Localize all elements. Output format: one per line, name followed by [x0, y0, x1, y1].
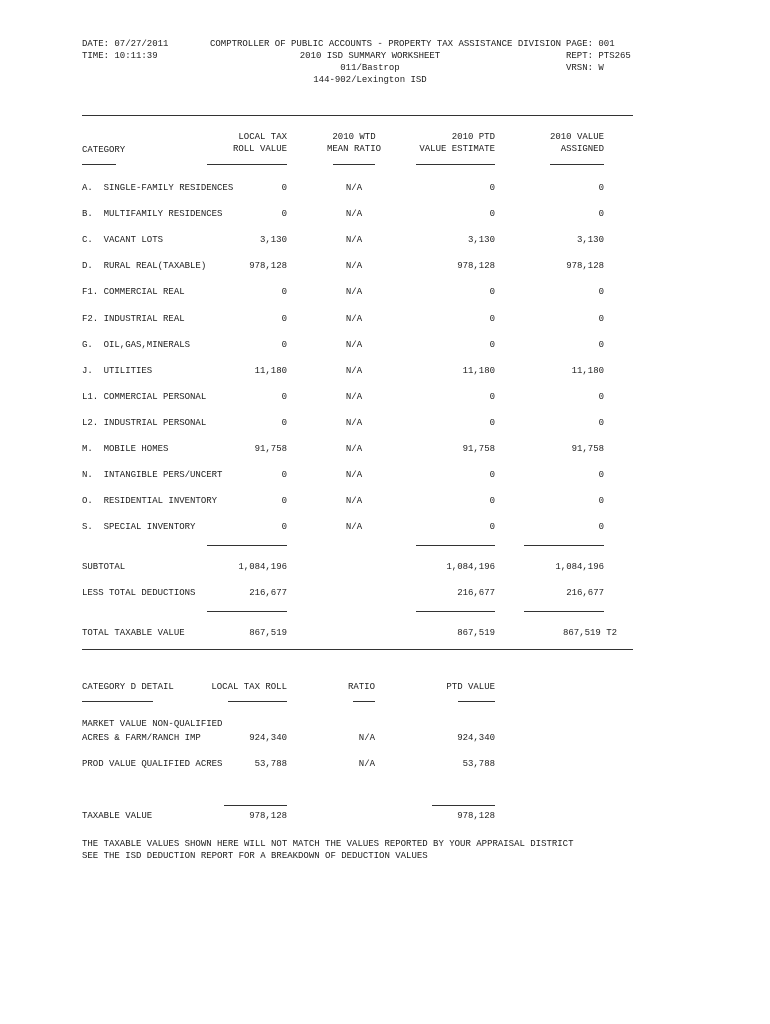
detail-taxable-label: TAXABLE VALUE: [82, 811, 153, 821]
row-ptd-value: 11,180: [462, 366, 495, 376]
report-id: REPT: PTS265: [566, 51, 631, 61]
row-category: G. OIL,GAS,MINERALS: [82, 340, 191, 350]
detail-market-label-2: ACRES & FARM/RANCH IMP: [82, 733, 201, 743]
row-category: L1. COMMERCIAL PERSONAL: [82, 392, 207, 402]
row-category: A. SINGLE-FAMILY RESIDENCES: [82, 183, 234, 193]
detail-market-ptd: 924,340: [457, 733, 495, 743]
detail-prod-ptd: 53,788: [462, 759, 495, 769]
row-ptd-value: 0: [489, 418, 495, 428]
total-rule-ptd: [416, 611, 495, 612]
detail-market-label-1: MARKET VALUE NON-QUALIFIED: [82, 719, 223, 729]
detail-header-category-underline: [82, 701, 153, 702]
header-divider: [82, 115, 633, 116]
total-local: 867,519: [249, 628, 287, 638]
col-val-1: 2010 VALUE: [549, 132, 604, 142]
deductions-ptd: 216,677: [457, 588, 495, 598]
subtotal-assigned: 1,084,196: [555, 562, 604, 572]
row-assigned-value: 0: [598, 340, 604, 350]
row-ptd-value: 0: [489, 209, 495, 219]
detail-market-local: 924,340: [249, 733, 287, 743]
report-title: 2010 ISD SUMMARY WORKSHEET: [299, 51, 441, 61]
row-assigned-value: 0: [598, 522, 604, 532]
col-local-underline: [207, 164, 287, 165]
row-ratio: N/A: [345, 340, 363, 350]
row-ptd-value: 0: [489, 314, 495, 324]
detail-header-ratio: RATIO: [347, 682, 375, 692]
row-local-value: 0: [281, 314, 287, 324]
row-category: D. RURAL REAL(TAXABLE): [82, 261, 207, 271]
row-ratio: N/A: [345, 314, 363, 324]
row-assigned-value: 0: [598, 287, 604, 297]
row-ratio: N/A: [345, 209, 363, 219]
row-local-value: 978,128: [249, 261, 287, 271]
report-district: 144-902/Lexington ISD: [313, 75, 427, 85]
row-assigned-value: 0: [598, 183, 604, 193]
report-version: VRSN: W: [566, 63, 604, 73]
subtotal-label: SUBTOTAL: [82, 562, 126, 572]
row-ratio: N/A: [345, 470, 363, 480]
row-assigned-value: 91,758: [571, 444, 604, 454]
row-assigned-value: 0: [598, 209, 604, 219]
detail-prod-ratio: N/A: [358, 759, 375, 769]
row-local-value: 0: [281, 340, 287, 350]
row-assigned-value: 0: [598, 418, 604, 428]
row-local-value: 0: [281, 418, 287, 428]
row-ratio: N/A: [345, 392, 363, 402]
total-rule-assigned: [524, 611, 604, 612]
subtotal-rule-local: [207, 545, 287, 546]
detail-taxable-rule-local: [224, 805, 287, 806]
col-wtd-underline: [333, 164, 375, 165]
footer-note-1: THE TAXABLE VALUES SHOWN HERE WILL NOT MATCH THE VALUES REPORTED BY YOUR APPRAISAL DISTRICT: [82, 839, 574, 849]
row-ratio: N/A: [345, 444, 363, 454]
subtotal-rule-ptd: [416, 545, 495, 546]
row-ptd-value: 0: [489, 392, 495, 402]
row-category: N. INTANGIBLE PERS/UNCERT: [82, 470, 223, 480]
row-ptd-value: 3,130: [467, 235, 495, 245]
detail-header-ptd-underline: [458, 701, 495, 702]
row-category: O. RESIDENTIAL INVENTORY: [82, 496, 218, 506]
detail-taxable-ptd: 978,128: [457, 811, 495, 821]
row-local-value: 0: [281, 209, 287, 219]
subtotal-rule-assigned: [524, 545, 604, 546]
col-ptd-underline: [416, 164, 495, 165]
row-ratio: N/A: [345, 235, 363, 245]
row-ratio: N/A: [345, 261, 363, 271]
row-local-value: 0: [281, 392, 287, 402]
row-local-value: 0: [281, 287, 287, 297]
row-category: C. VACANT LOTS: [82, 235, 164, 245]
row-local-value: 0: [281, 522, 287, 532]
col-ptd-2: VALUE ESTIMATE: [419, 144, 495, 154]
detail-taxable-local: 978,128: [249, 811, 287, 821]
row-local-value: 0: [281, 470, 287, 480]
report-page-number: PAGE: 001: [566, 39, 615, 49]
col-local-1: LOCAL TAX: [238, 132, 287, 142]
deductions-local: 216,677: [249, 588, 287, 598]
row-category: L2. INDUSTRIAL PERSONAL: [82, 418, 207, 428]
row-category: J. UTILITIES: [82, 366, 153, 376]
deductions-label: LESS TOTAL DEDUCTIONS: [82, 588, 196, 598]
row-category: S. SPECIAL INVENTORY: [82, 522, 196, 532]
row-category: F1. COMMERCIAL REAL: [82, 287, 185, 297]
row-local-value: 0: [281, 183, 287, 193]
row-assigned-value: 0: [598, 392, 604, 402]
row-ratio: N/A: [345, 418, 363, 428]
row-ptd-value: 0: [489, 470, 495, 480]
footer-note-2: SEE THE ISD DEDUCTION REPORT FOR A BREAKDOWN OF DEDUCTION VALUES: [82, 851, 428, 861]
detail-prod-local: 53,788: [254, 759, 287, 769]
row-ratio: N/A: [345, 496, 363, 506]
row-category: M. MOBILE HOMES: [82, 444, 169, 454]
row-local-value: 91,758: [254, 444, 287, 454]
detail-header-ptd: PTD VALUE: [446, 682, 495, 692]
detail-header-local-underline: [228, 701, 287, 702]
total-assigned: 867,519 T2: [563, 628, 618, 638]
row-assigned-value: 978,128: [566, 261, 604, 271]
col-wtd-2: MEAN RATIO: [326, 144, 381, 154]
col-category: CATEGORY: [82, 145, 126, 155]
row-ratio: N/A: [345, 287, 363, 297]
row-assigned-value: 0: [598, 470, 604, 480]
row-ptd-value: 0: [489, 496, 495, 506]
row-assigned-value: 0: [598, 496, 604, 506]
detail-header-ratio-underline: [353, 701, 375, 702]
row-ptd-value: 978,128: [457, 261, 495, 271]
row-assigned-value: 11,180: [571, 366, 604, 376]
row-local-value: 3,130: [259, 235, 287, 245]
col-ptd-1: 2010 PTD: [451, 132, 495, 142]
col-wtd-1: 2010 WTD: [332, 132, 376, 142]
row-ptd-value: 0: [489, 287, 495, 297]
col-val-underline: [550, 164, 604, 165]
row-assigned-value: 0: [598, 314, 604, 324]
deductions-assigned: 216,677: [566, 588, 604, 598]
detail-taxable-rule-ptd: [432, 805, 495, 806]
row-local-value: 11,180: [254, 366, 287, 376]
row-ptd-value: 0: [489, 183, 495, 193]
total-divider: [82, 649, 633, 650]
col-local-2: ROLL VALUE: [232, 144, 287, 154]
report-date: DATE: 07/27/2011: [82, 39, 169, 49]
subtotal-local: 1,084,196: [238, 562, 287, 572]
detail-header-local: LOCAL TAX ROLL: [211, 682, 287, 692]
row-ratio: N/A: [345, 366, 363, 376]
subtotal-ptd: 1,084,196: [446, 562, 495, 572]
row-ptd-value: 0: [489, 340, 495, 350]
report-agency: COMPTROLLER OF PUBLIC ACCOUNTS - PROPERTY TAX ASSISTANCE DIVISION: [210, 39, 562, 49]
col-category-underline: [82, 164, 116, 165]
detail-prod-label: PROD VALUE QUALIFIED ACRES: [82, 759, 223, 769]
report-county: 011/Bastrop: [340, 63, 400, 73]
row-category: B. MULTIFAMILY RESIDENCES: [82, 209, 223, 219]
col-val-2: ASSIGNED: [560, 144, 604, 154]
row-ratio: N/A: [345, 522, 363, 532]
row-ptd-value: 0: [489, 522, 495, 532]
row-ptd-value: 91,758: [462, 444, 495, 454]
row-local-value: 0: [281, 496, 287, 506]
detail-header-category: CATEGORY D DETAIL: [82, 682, 174, 692]
total-rule-local: [207, 611, 287, 612]
detail-market-ratio: N/A: [358, 733, 375, 743]
total-label: TOTAL TAXABLE VALUE: [82, 628, 185, 638]
row-category: F2. INDUSTRIAL REAL: [82, 314, 185, 324]
row-ratio: N/A: [345, 183, 363, 193]
report-time: TIME: 10:11:39: [82, 51, 158, 61]
row-assigned-value: 3,130: [576, 235, 604, 245]
total-ptd: 867,519: [457, 628, 495, 638]
